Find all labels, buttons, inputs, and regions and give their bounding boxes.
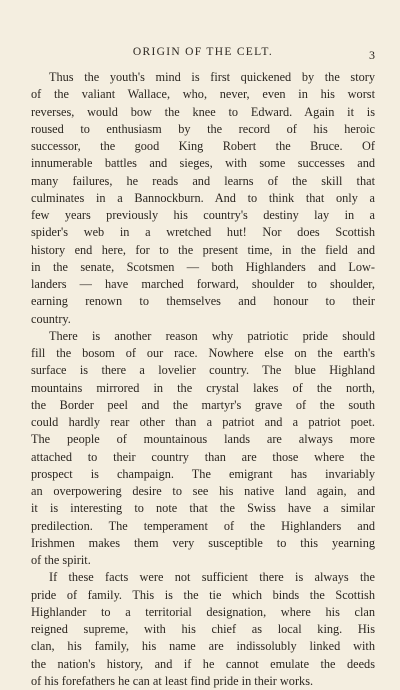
paragraph-1 — [31, 69, 375, 328]
text-line: it is interesting to note that the Swiss have a similar — [31, 501, 375, 516]
text-line: pride of family. This is the tie which binds the Scottish — [31, 587, 375, 602]
text-line: culminates in a Bannockburn. And to think that only a — [31, 190, 375, 205]
text-line: of his forefathers he can at least find pride in their works. — [31, 673, 314, 688]
page-number: 3 — [369, 48, 375, 62]
text-line: If these facts were not sufficient there is always the — [49, 570, 375, 585]
text-line: There is another reason why patriotic pride should — [49, 328, 375, 343]
text-line: Irishmen makes them very susceptible to this yearning — [31, 535, 375, 550]
text-line: predilection. The temperament of the Highlanders and — [31, 518, 375, 533]
text-line: fill the bosom of our race. Nowhere else on the earth's — [31, 346, 375, 360]
text-line: of the valiant Wallace, who, never, even in his worst — [31, 87, 375, 102]
text-line: country. — [31, 311, 71, 326]
text-line: prospect is champaign. The emigrant has invariably — [31, 466, 375, 481]
text-line: many failures, he reads and learns of the skill that — [31, 173, 375, 188]
page-title: ORIGIN OF THE CELT. — [132, 46, 274, 58]
text-line: Thus the youth's mind is first quickened by the story — [49, 70, 375, 84]
text-line: few years previously his country's destiny lay in a — [31, 208, 375, 222]
text-line: the nation's history, and if he cannot emulate the deeds — [31, 656, 375, 671]
text-line: earning renown to themselves and honour to their — [31, 294, 375, 309]
running-head — [31, 44, 375, 60]
text-line: history end here, for to the present time, in the field and — [31, 242, 375, 257]
text-line: The people of mountainous lands are always more — [31, 432, 375, 447]
text-line: mountains mirrored in the crystal lakes of the north, — [31, 380, 375, 395]
text-line: of the spirit. — [31, 553, 91, 567]
text-line: could hardly rear other than a patriot and a patriot poet. — [31, 415, 375, 429]
text-line: spider's web in a wretched hut! Nor does Scottish — [31, 225, 375, 240]
text-line: an overpowering desire to see his native land again, and — [31, 484, 375, 498]
text-line: surface is there a lovelier country. The blue Highland — [31, 363, 375, 378]
text-line: successor, the good King Robert the Bruce. Of — [31, 139, 375, 153]
text-line: in the senate, Scotsmen — both Highlanders and Low- — [31, 259, 375, 274]
body-text — [31, 69, 375, 690]
text-line: innumerable battles and sieges, with some successes and — [31, 156, 375, 171]
text-line: reverses, would bow the knee to Edward. Again it is — [31, 104, 375, 119]
text-line: the Border peel and the martyr's grave of the south — [31, 397, 375, 412]
text-line: attached to their country than are those where the — [31, 449, 375, 464]
paragraph-2 — [31, 328, 375, 570]
text-line: roused to enthusiasm by the record of his heroic — [31, 121, 375, 136]
text-line: Highlander to a territorial designation, where his clan — [31, 604, 375, 619]
text-line: clan, his family, his name are indissolubly linked with — [31, 639, 375, 654]
text-line: reigned supreme, with his chief as local king. His — [31, 622, 375, 636]
text-line: landers — have marched forward, shoulder to shoulder, — [31, 277, 375, 291]
paragraph-3 — [31, 569, 375, 690]
